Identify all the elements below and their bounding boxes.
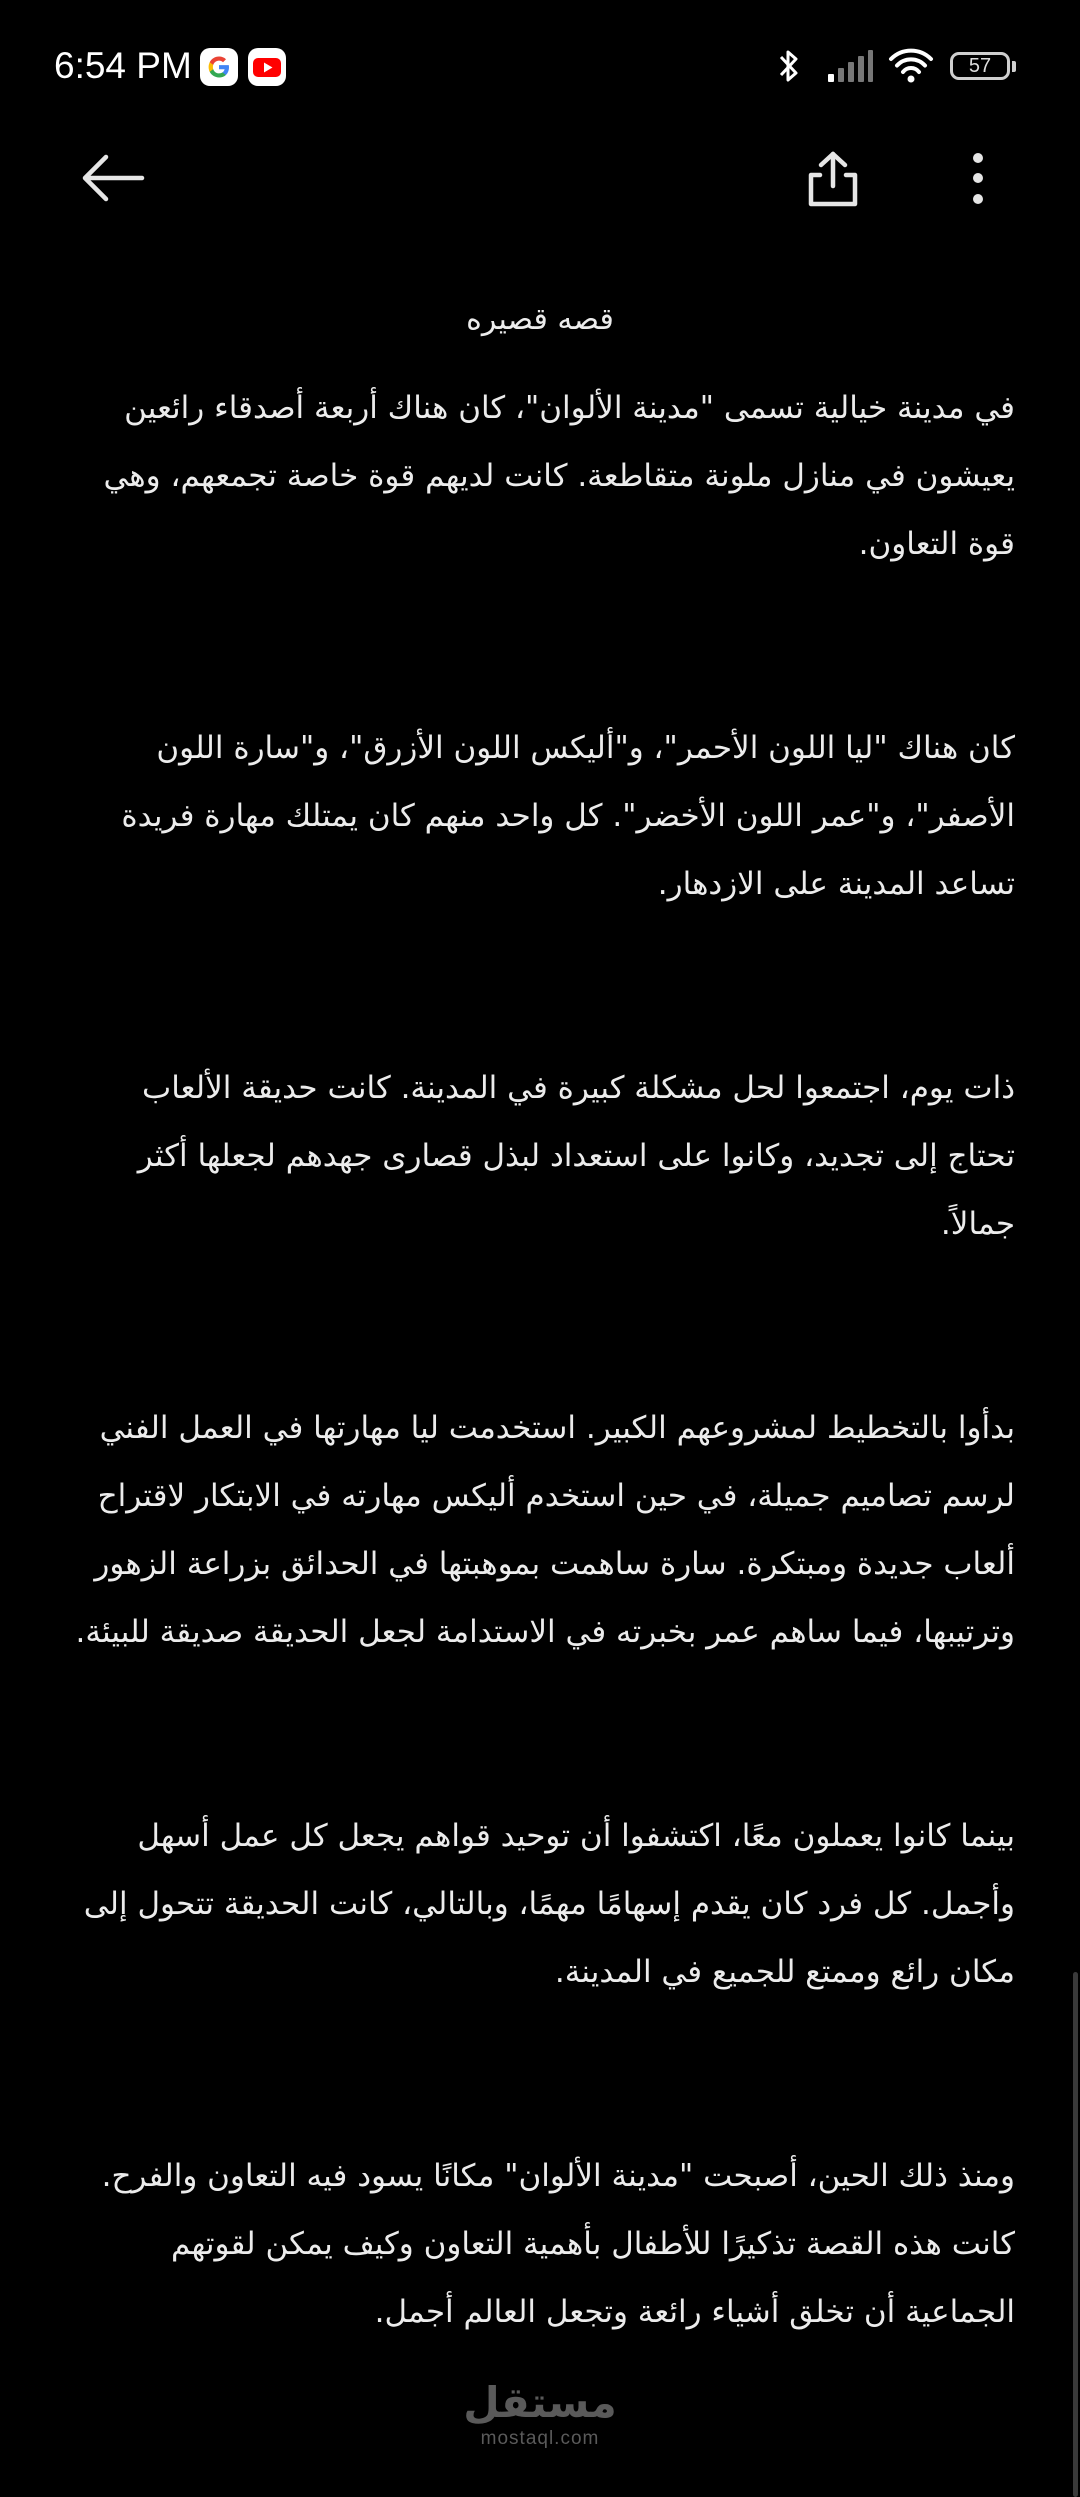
more-vertical-icon	[973, 153, 983, 204]
bluetooth-icon	[776, 46, 802, 86]
status-bar	[0, 0, 1080, 135]
note-title[interactable]: قصه قصيره	[466, 302, 614, 337]
note-paragraph-3: ذات يوم، اجتمعوا لحل مشكلة كبيرة في المدينة. كانت حديقة الألعاب تحتاج إلى تجديد، وكانوا على استعداد لبذل قصارى جهدهم لجعلها أكثر جمالاً.	[137, 1070, 1015, 1242]
wifi-icon	[888, 46, 934, 84]
note-paragraph-2: كان هناك "ليا اللون الأحمر"، و"أليكس اللون الأزرق"، و"سارة اللون الأصفر"، و"عمر اللون الأخضر". كل واحد منهم كان يمتلك مهارة فريدة تساعد المدينة على الازدهار.	[121, 730, 1015, 902]
google-icon	[200, 48, 238, 86]
note-body[interactable]	[70, 374, 1015, 2346]
note-paragraph-1: في مدينة خيالية تسمى "مدينة الألوان"، كان هناك أربعة أصدقاء رائعين يعيشون في منازل ملونة متقاطعة. كانت لديهم قوة خاصة تجمعهم، وهي قوة التعاون.	[103, 390, 1015, 562]
arrow-left-icon	[85, 157, 142, 199]
back-button[interactable]	[78, 150, 148, 206]
scrollbar[interactable]	[1073, 1972, 1078, 2497]
battery-icon: 57	[950, 52, 1010, 80]
watermark-latin: mostaql.com	[480, 2428, 600, 2449]
youtube-icon	[248, 48, 286, 86]
watermark-arabic: مستقل	[463, 2378, 617, 2427]
share-icon	[811, 154, 855, 204]
watermark-logo	[440, 2378, 640, 2450]
status-time: 6:54 PM	[54, 45, 192, 86]
note-paragraph-5: بينما كانوا يعملون معًا، اكتشفوا أن توحيد قواهم يجعل كل عمل أسهل وأجمل. كل فرد كان يقدم إسهامًا مهمًا، وبالتالي، كانت الحديقة تتحول إلى مكان رائع وممتع للجميع في المدينة.	[83, 1818, 1015, 1990]
signal-icon	[826, 48, 874, 84]
note-paragraph-4: بدأوا بالتخطيط لمشروعهم الكبير. استخدمت ليا مهارتها في العمل الفني لرسم تصاميم جميلة، في حين استخدم أليكس مهارته في الابتكار لاقتراح ألعاب جديدة ومبتكرة. سارة ساهمت بموهبتها في الحدائق بزراعة الزهور وترتيبها، فيما ساهم عمر بخبرته في الاستدامة لجعل الحديقة صديقة للبيئة.	[75, 1410, 1015, 1650]
more-options-button[interactable]	[958, 150, 998, 210]
share-button[interactable]	[800, 146, 866, 212]
note-paragraph-6: ومنذ ذلك الحين، أصبحت "مدينة الألوان" مكانًا يسود فيه التعاون والفرح. كانت هذه القصة تذكيرًا للأطفال بأهمية التعاون وكيف يمكن لقوتهم الجماعية أن تخلق أشياء رائعة وتجعل العالم أجمل.	[101, 2158, 1015, 2330]
battery-tip	[1012, 61, 1016, 72]
